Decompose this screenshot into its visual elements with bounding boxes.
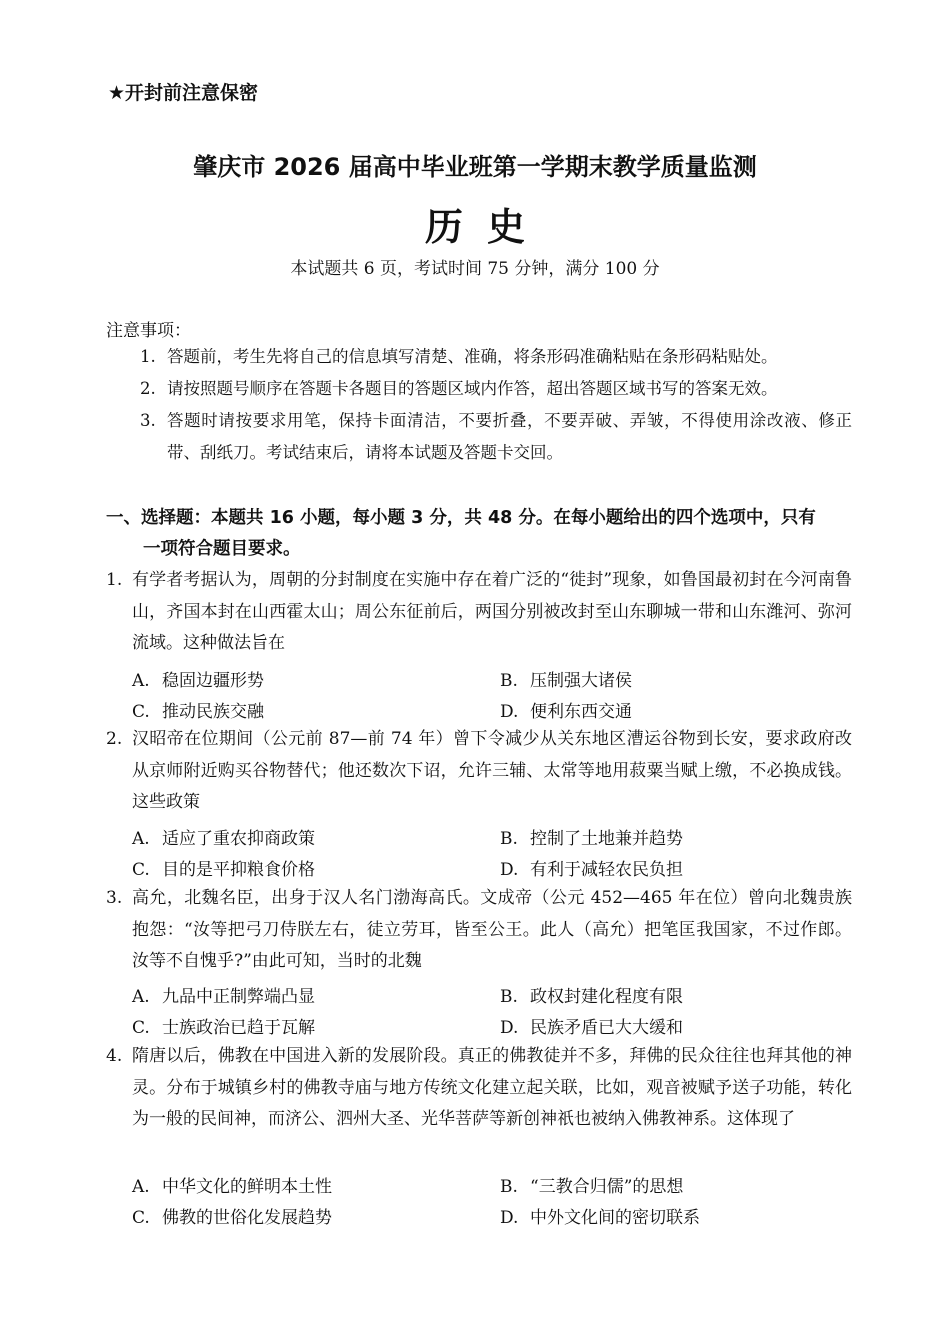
- question-2-stem: [106, 724, 852, 819]
- note-number: 3.: [140, 411, 156, 430]
- option-label: B.: [500, 987, 518, 1007]
- question-1-option-b[interactable]: [500, 666, 632, 691]
- question-2-option-b[interactable]: [500, 824, 683, 849]
- option-label: A.: [132, 1177, 150, 1197]
- option-text: 压制强大诸侯: [530, 671, 632, 691]
- question-3-option-d[interactable]: [500, 1013, 683, 1038]
- question-number: 2.: [106, 729, 123, 749]
- question-3-option-c[interactable]: [132, 1013, 315, 1038]
- option-text: 九品中正制弊端凸显: [162, 987, 315, 1007]
- note-number: 2.: [140, 379, 156, 398]
- note-text: 请按照题号顺序在答题卡各题目的答题区域内作答，超出答题区域书写的答案无效。: [167, 379, 778, 398]
- option-text: 士族政治已趋于瓦解: [162, 1018, 315, 1038]
- notes-heading: 注意事项：: [106, 321, 191, 341]
- subject-title: 历史: [424, 204, 549, 249]
- confidential-notice: ★开封前注意保密: [108, 82, 259, 104]
- option-label: A.: [132, 987, 150, 1007]
- option-label: B.: [500, 671, 518, 691]
- note-item: [140, 373, 852, 405]
- question-4-option-c[interactable]: [132, 1203, 332, 1228]
- option-label: B.: [500, 829, 518, 849]
- question-number: 1.: [106, 570, 123, 590]
- question-2-option-c[interactable]: [132, 855, 315, 880]
- section-heading-line2: 一项符合题目要求。: [143, 539, 301, 559]
- question-1-option-d[interactable]: [500, 697, 632, 722]
- note-item: [140, 405, 852, 469]
- option-label: B.: [500, 1177, 518, 1197]
- question-2-option-d[interactable]: [500, 855, 683, 880]
- question-1-option-a[interactable]: [132, 666, 264, 691]
- option-label: A.: [132, 671, 150, 691]
- note-text: 答题前，考生先将自己的信息填写清楚、准确，将条形码准确粘贴在条形码粘贴处。: [167, 347, 778, 366]
- option-text: 稳固边疆形势: [162, 671, 264, 691]
- option-label: D.: [500, 1018, 519, 1038]
- option-text: “三教合归儒”的思想: [530, 1177, 684, 1197]
- option-text: 推动民族交融: [162, 702, 264, 722]
- section-heading: [106, 503, 852, 565]
- question-text: 汉昭帝在位期间（公元前 87—前 74 年）曾下令减少从关东地区漕运谷物到长安，要求政府改从京师附近购买谷物替代；他还数次下诏，允许三辅、太常等地用菽粟当赋上缴，不必换成钱。这些政策: [132, 729, 852, 812]
- exam-info: 本试题共 6 页，考试时间 75 分钟，满分 100 分: [290, 259, 660, 279]
- question-text: 高允，北魏名臣，出身于汉人名门渤海高氏。文成帝（公元 452—465 年在位）曾向北魏贵族抱怨：“汝等把弓刀侍朕左右，徒立劳耳，皆至公王。此人（高允）把笔匡我国家，不过作郎。汝等不自愧乎?”由此可知，当时的北魏: [132, 888, 852, 971]
- option-label: D.: [500, 702, 519, 722]
- option-text: 中外文化间的密切联系: [530, 1208, 700, 1228]
- option-label: A.: [132, 829, 150, 849]
- question-number: 3.: [106, 888, 123, 908]
- option-label: C.: [132, 1208, 150, 1228]
- option-text: 中华文化的鲜明本土性: [162, 1177, 332, 1197]
- option-label: C.: [132, 1018, 150, 1038]
- question-4-option-a[interactable]: [132, 1172, 332, 1197]
- option-label: C.: [132, 860, 150, 880]
- question-3-option-b[interactable]: [500, 982, 683, 1007]
- option-text: 适应了重农抑商政策: [162, 829, 315, 849]
- question-1-stem: [106, 565, 852, 660]
- option-text: 便利东西交通: [530, 702, 632, 722]
- question-text: 隋唐以后，佛教在中国进入新的发展阶段。真正的佛教徒并不多，拜佛的民众往往也拜其他的神灵。分布于城镇乡村的佛教寺庙与地方传统文化建立起关联，比如，观音被赋予送子功能，转化为一般的民间神，而济公、泗州大圣、光华菩萨等新创神祇也被纳入佛教神系。这体现了: [132, 1046, 852, 1129]
- option-label: C.: [132, 702, 150, 722]
- question-1-option-c[interactable]: [132, 697, 264, 722]
- question-2-option-a[interactable]: [132, 824, 315, 849]
- option-text: 民族矛盾已大大缓和: [530, 1018, 683, 1038]
- option-text: 佛教的世俗化发展趋势: [162, 1208, 332, 1228]
- question-number: 4.: [106, 1046, 123, 1066]
- option-text: 控制了土地兼并趋势: [530, 829, 683, 849]
- question-4-option-d[interactable]: [500, 1203, 700, 1228]
- option-label: D.: [500, 860, 519, 880]
- option-label: D.: [500, 1208, 519, 1228]
- option-text: 目的是平抑粮食价格: [162, 860, 315, 880]
- option-text: 有利于减轻农民负担: [530, 860, 683, 880]
- question-3-stem: [106, 883, 852, 978]
- section-heading-line1: 一、选择题：本题共 16 小题，每小题 3 分，共 48 分。在每小题给出的四个选项中，只有: [106, 508, 816, 528]
- note-item: [140, 341, 852, 373]
- exam-title: 肇庆市 2026 届高中毕业班第一学期末教学质量监测: [193, 153, 757, 181]
- option-text: 政权封建化程度有限: [530, 987, 683, 1007]
- note-number: 1.: [140, 347, 156, 366]
- question-4-option-b[interactable]: [500, 1172, 683, 1197]
- question-3-option-a[interactable]: [132, 982, 315, 1007]
- question-text: 有学者考据认为，周朝的分封制度在实施中存在着广泛的“徙封”现象，如鲁国最初封在今河南鲁山，齐国本封在山西霍太山；周公东征前后，两国分别被改封至山东聊城一带和山东潍河、弥河流域。这种做法旨在: [132, 570, 852, 653]
- question-4-stem: [106, 1041, 852, 1136]
- note-text: 答题时请按要求用笔，保持卡面清洁，不要折叠，不要弄破、弄皱，不得使用涂改液、修正带、刮纸刀。考试结束后，请将本试题及答题卡交回。: [167, 411, 852, 462]
